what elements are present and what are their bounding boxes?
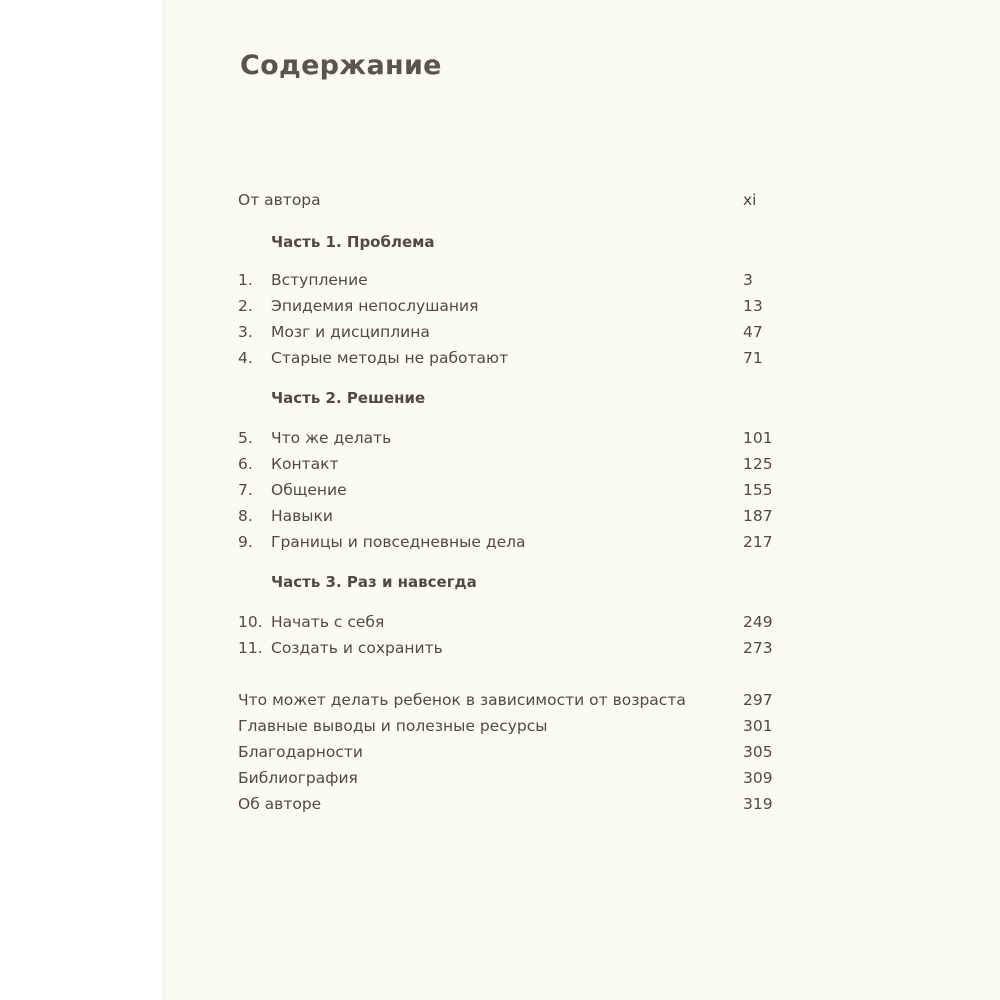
toc-entry-page: 3 [743, 271, 753, 289]
toc-entry-chapter-11 [238, 635, 773, 661]
toc-entry-label: Навыки [271, 507, 333, 525]
toc-entry-page: 187 [743, 507, 773, 525]
toc-entry-label: Главные выводы и полезные ресурсы [238, 717, 548, 735]
chapter-number: 6. [238, 455, 253, 473]
chapter-number: 1. [238, 271, 253, 289]
toc-entry-page: 309 [743, 769, 773, 787]
toc-entry-chapter-2 [238, 293, 763, 319]
toc-entry-label: Что может делать ребенок в зависимости от возраста [238, 691, 686, 709]
toc-entry-page: 125 [743, 455, 773, 473]
chapter-number: 8. [238, 507, 253, 525]
toc-entry-label: Вступление [271, 271, 368, 289]
page-title: Содержание [240, 50, 442, 81]
toc-entry-label: Контакт [271, 455, 339, 473]
toc-entry-preface [238, 187, 758, 213]
toc-entry-label: Старые методы не работают [271, 349, 509, 367]
toc-entry-page: 301 [743, 717, 773, 735]
toc-entry-label: От автора [238, 191, 321, 209]
toc-entry-page: 297 [743, 691, 773, 709]
chapter-number: 2. [238, 297, 253, 315]
toc-entry-page: 217 [743, 533, 773, 551]
toc-entry-label: Мозг и дисциплина [271, 323, 430, 341]
toc-entry-chapter-6 [238, 451, 773, 477]
toc-entry-label: Благодарности [238, 743, 363, 761]
toc-entry-chapter-7 [238, 477, 773, 503]
toc-entry-appendix-1 [238, 687, 773, 713]
toc-entry-chapter-10 [238, 609, 773, 635]
chapter-number: 4. [238, 349, 253, 367]
toc-entry-page: 47 [743, 323, 763, 341]
toc-entry-label: Границы и повседневные дела [271, 533, 526, 551]
chapter-number: 7. [238, 481, 253, 499]
toc-entry-chapter-5 [238, 425, 773, 451]
toc-entry-chapter-8 [238, 503, 773, 529]
toc-entry-label: Что же делать [271, 429, 392, 447]
toc-entry-page: 319 [743, 795, 773, 813]
toc-entry-label: Создать и сохранить [271, 639, 443, 657]
chapter-number: 10. [238, 613, 263, 631]
chapter-number: 3. [238, 323, 253, 341]
toc-entry-page: 305 [743, 743, 773, 761]
toc-entry-label: Начать с себя [271, 613, 385, 631]
toc-entry-appendix-2 [238, 713, 773, 739]
toc-entry-chapter-3 [238, 319, 763, 345]
toc-entry-page: 13 [743, 297, 763, 315]
toc-entry-page: 155 [743, 481, 773, 499]
toc-entry-appendix-5 [238, 791, 773, 817]
toc-entry-page: 273 [743, 639, 773, 657]
toc-entry-label: Эпидемия непослушания [271, 297, 479, 315]
chapter-number: 5. [238, 429, 253, 447]
toc-entry-label: Об авторе [238, 795, 322, 813]
toc-entry-appendix-3 [238, 739, 773, 765]
toc-entry-page: 71 [743, 349, 763, 367]
part-heading-2: Часть 2. Решение [271, 389, 426, 407]
book-page [165, 0, 1000, 1000]
chapter-number: 9. [238, 533, 253, 551]
toc-entry-page: 101 [743, 429, 773, 447]
part-heading-3: Часть 3. Раз и навсегда [271, 573, 477, 591]
toc-entry-appendix-4 [238, 765, 773, 791]
toc-entry-chapter-4 [238, 345, 763, 371]
toc-entry-chapter-1 [238, 267, 758, 293]
toc-entry-page: 249 [743, 613, 773, 631]
toc-entry-label: Общение [271, 481, 347, 499]
toc-entry-label: Библиография [238, 769, 358, 787]
toc-entry-page: xi [743, 191, 757, 209]
toc-entry-chapter-9 [238, 529, 773, 555]
part-heading-1: Часть 1. Проблема [271, 233, 435, 251]
chapter-number: 11. [238, 639, 263, 657]
